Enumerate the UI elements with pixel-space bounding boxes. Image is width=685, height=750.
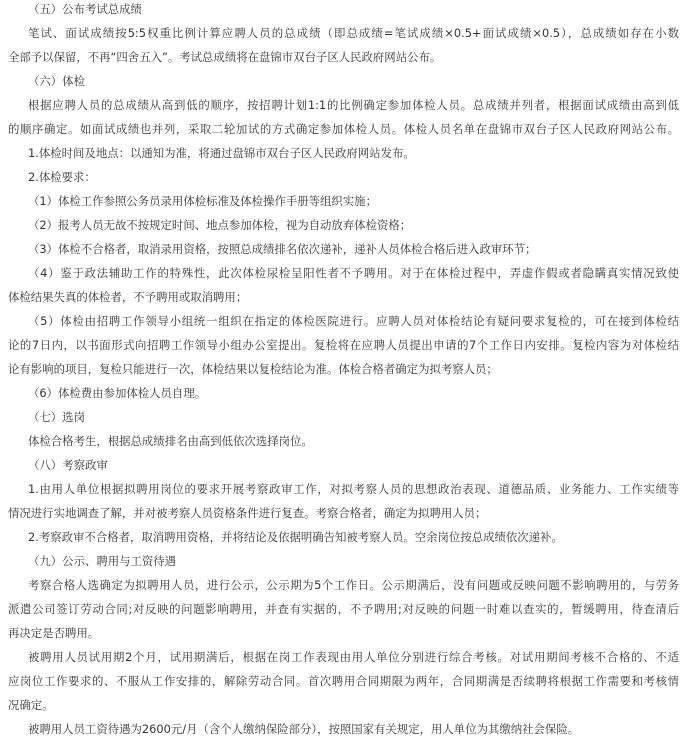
- paragraph-line: 被聘用人员工资待遇为2600元/月（含个人缴纳保险部分），按照国家有关规定，用人单位为其缴纳社会保险。: [28, 722, 580, 736]
- paragraph-line: 的顺序确定。如面试成绩也并列，采取二轮加试的方式确定参加体检人员。体检人员名单在盘锦市双台子区人民政府网站公布。: [8, 122, 679, 136]
- list-item: （5）体检由招聘工作领导小组统一组织在指定的体检医院进行。应聘人员对体检结论有疑问要求复检的，可在接到体检结: [28, 314, 679, 328]
- list-item: 2.考察政审不合格者，取消聘用资格，并将结论及依据明确告知被考察人员。空余岗位按总成绩依次递补。: [28, 530, 563, 544]
- section-heading-7: （七）选岗: [28, 410, 85, 424]
- list-item: （3）体检不合格者，取消录用资格，按照总成绩排名依次递补，递补人员体检合格后进入政审环节；: [28, 242, 537, 256]
- paragraph-line: 论的7日内，以书面形式向招聘工作领导小组办公室提出。复检将在应聘人员提出申请的7个工作日内安排。复检内容为对体检结: [8, 338, 679, 352]
- list-item: 2.体检要求：: [28, 170, 96, 184]
- section-heading-5: （五）公布考试总成绩: [28, 2, 142, 16]
- list-item: 1.体检时间及地点：以通知为准，将通过盘锦市双台子区人民政府网站发布。: [28, 146, 415, 160]
- list-item: 1.由用人单位根据拟聘用岗位的要求开展考察政审工作，对拟考察人员的思想政治表现、道德品质、业务能力、工作实绩等: [28, 482, 679, 496]
- paragraph-line: 根据应聘人员的总成绩从高到低的顺序，按招聘计划1:1的比例确定参加体检人员。总成绩并列者，根据面试成绩由高到低: [28, 98, 679, 112]
- paragraph-line: 考察合格人选确定为拟聘用人员，进行公示，公示期为5个工作日。公示期满后，没有问题或反映问题不影响聘用的，与劳务: [28, 578, 679, 592]
- section-heading-9: （九）公示、聘用与工资待遇: [28, 554, 177, 568]
- paragraph-line: 情况进行实地调查了解，并对被考察人员资格条件进行复查。考察合格者，确定为拟聘用人员；: [8, 506, 487, 520]
- paragraph-line: 再决定是否聘用。: [8, 626, 100, 640]
- paragraph-line: 况确定。: [8, 698, 54, 712]
- paragraph-line: 全部予以保留，不再“四舍五入”。考试总成绩将在盘锦市双台子区人民政府网站公布。: [8, 50, 442, 64]
- paragraph-line: 笔试、面试成绩按5:5权重比例计算应聘人员的总成绩（即总成绩=笔试成绩×0.5+面试成绩×0.5），总成绩如存在小数: [28, 26, 679, 40]
- section-heading-6: （六）体检: [28, 74, 85, 88]
- list-item: （1）体检工作参照公务员录用体检标准及体检操作手册等组织实施；: [28, 194, 377, 208]
- list-item: （6）体检费由参加体检人员自理。: [28, 386, 207, 400]
- paragraph-line: 派遣公司签订劳动合同;对反映的问题影响聘用，并查有实据的，不予聘用;对反映的问题一时难以查实的，暂缓聘用，待查清后: [8, 602, 679, 616]
- paragraph-line: 体检合格考生，根据总成绩排名由高到低依次选择岗位。: [28, 434, 313, 448]
- paragraph-line: 被聘用人员试用期2个月，试用期满后，根据在岗工作表现由用人单位分别进行综合考核。对试用期间考核不合格的、不适: [28, 650, 679, 664]
- list-item: （2）报考人员无故不按规定时间、地点参加体检，视为自动放弃体检资格；: [28, 218, 412, 232]
- section-heading-8: （八）考察政审: [28, 458, 108, 472]
- paragraph-line: 论有影响的项目，复检只能进行一次，体检结果以复检结论为准。体检合格者确定为拟考察人员；: [8, 362, 498, 376]
- paragraph-line: 应岗位工作要求的、不服从工作安排的，解除劳动合同。首次聘用合同期限为两年，合同期满是否续聘将根据工作需要和考核情: [8, 674, 679, 688]
- list-item: （4）鉴于政法辅助工作的特殊性，此次体检尿检呈阳性者不予聘用。对于在体检过程中，弄虚作假或者隐瞒真实情况致使: [28, 266, 679, 280]
- paragraph-line: 体检结果失真的体检者，不予聘用或取消聘用；: [8, 290, 248, 304]
